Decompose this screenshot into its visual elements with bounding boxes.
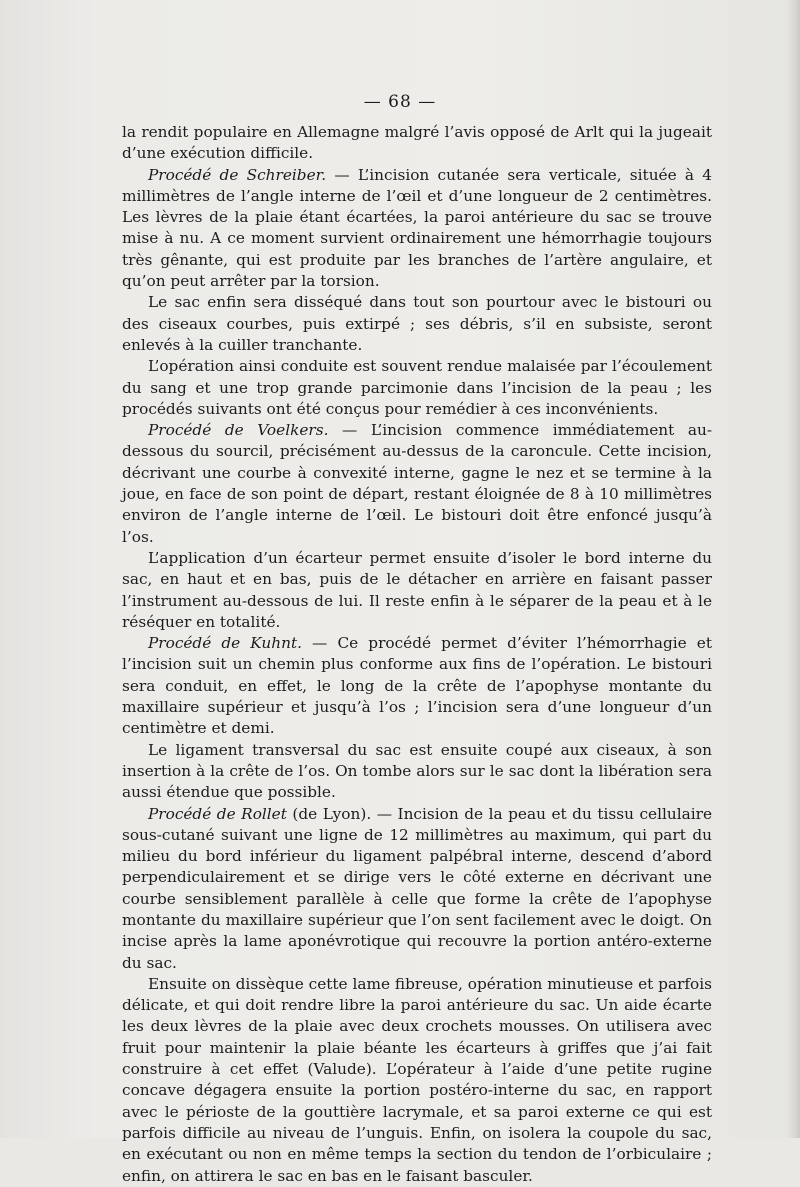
paragraph-text: la rendit populaire en Allemagne malgré l’avis opposé de Arlt qui la jugeait d’une exécution difficile. xyxy=(122,123,712,163)
procedure-heading: Procédé de Voelkers. xyxy=(148,421,329,440)
paragraph-kuhnt xyxy=(122,633,712,739)
procedure-heading: Procédé de Kuhnt. xyxy=(148,634,302,653)
paragraph-8 xyxy=(122,740,712,804)
paragraph-text: L’application d’un écarteur permet ensuite d’isoler le bord interne du sac, en haut et en bas, puis de le détacher en arrière en faisant passer l’instrument au-dessous de lui. Il reste enfin à le séparer de la peau et à le réséquer en totalité. xyxy=(122,548,712,631)
paragraph-text: Le ligament transversal du sac est ensuite coupé aux ciseaux, à son insertion à la crête de l’os. On tombe alors sur le sac dont la libération sera aussi étendue que possible. xyxy=(122,740,712,802)
paragraph-4 xyxy=(122,356,712,420)
paragraph-rollet xyxy=(122,804,712,974)
paragraph-text: Ensuite on dissèque cette lame fibreuse, opération minutieuse et parfois délicate, et qui doit rendre libre la paroi antérieure du sac. Un aide écarte les deux lèvres de la plaie avec deux crochets mousses. On utilisera avec fruit pour maintenir la plaie béante les écarteurs à griffes que j’ai fait construire à cet effet (Valude). L’opérateur à l’aide d’une petite rugine concave dégagera ensuite la portion postéro-interne du sac, en rapport avec le périoste de la gouttière lacrymale, et sa paroi externe ce qui est parfois difficile au niveau de l’unguis. Enfin, on isolera la coupole du sac, en exécutant ou non en même temps la section du tendon de l’orbiculaire ; enfin, on attirera le sac en bas en le faisant basculer. xyxy=(122,974,712,1185)
procedure-heading: Procédé de Rollet xyxy=(148,804,287,823)
page-edge-shadow xyxy=(786,0,800,1138)
paragraph-text: L’opération ainsi conduite est souvent rendue malaisée par l’écoulement du sang et une trop grande parcimonie dans l’incision de la peau ; les procédés suivants ont été conçus pour remédier à ces inconvénients. xyxy=(122,357,712,418)
paragraph-1 xyxy=(122,122,712,165)
paragraph-schreiber xyxy=(122,165,712,293)
page-number: — 68 — xyxy=(363,92,437,112)
paragraph-text: — L’incision commence immédiatement au-dessous du sourcil, précisément au-dessus de la caroncule. Cette incision, décrivant une courbe à convexité interne, gagne le nez et se termine à la joue, en face de son point de départ, restant éloignée de 8 à 10 millimètres environ de l’angle interne de l’œil. Le bistouri doit être enfoncé jusqu’à l’os. xyxy=(122,421,713,546)
paragraph-10 xyxy=(122,974,712,1187)
paragraph-text: — L’incision cutanée sera verticale, située à 4 millimètres de l’angle interne de l’œil et d’une longueur de 2 centimètres. Les lèvres de la plaie étant écartées, la paroi antérieure du sac se trouve mise à nu. A ce moment survient ordinairement une hémorrhagie toujours très gênante, qui est produite par les branches de l’artère angulaire, et qu’on peut arrêter par la torsion. xyxy=(122,165,712,291)
procedure-heading: Procédé de Schreiber. xyxy=(148,165,327,184)
paragraph-text: Le sac enfin sera disséqué dans tout son pourtour avec le bistouri ou des ciseaux courbes, puis extirpé ; ses débris, s’il en subsiste, seront enlevés à la cuiller tranchante. xyxy=(122,293,712,354)
paragraph-text: — Ce procédé permet d’éviter l’hémorrhagie et l’incision suit un chemin plus conforme aux fins de l’opération. Le bistouri sera conduit, en effet, le long de la crête de l’apophyse montante du maxillaire supérieur et jusqu’à l’os ; l’incision sera d’une longueur d’un centimètre et demi. xyxy=(122,634,712,738)
paragraph-text: (de Lyon). — Incision de la peau et du tissu cellulaire sous-cutané suivant une ligne de 12 millimètres au maximum, qui part du milieu du bord inférieur du ligament palpébral interne, descend d’abord perpendiculairement et se dirige vers le côté externe en décrivant une courbe sensiblement parallèle à celle que forme la crête de l’apophyse montante du maxillaire supérieur que l’on sent facilement avec le doigt. On incise après la lame aponévrotique qui recouvre la portion antéro-externe du sac. xyxy=(122,804,712,972)
body-text xyxy=(122,122,712,1187)
paragraph-6 xyxy=(122,548,712,633)
paragraph-voelkers xyxy=(122,420,712,548)
paragraph-3 xyxy=(122,292,712,356)
